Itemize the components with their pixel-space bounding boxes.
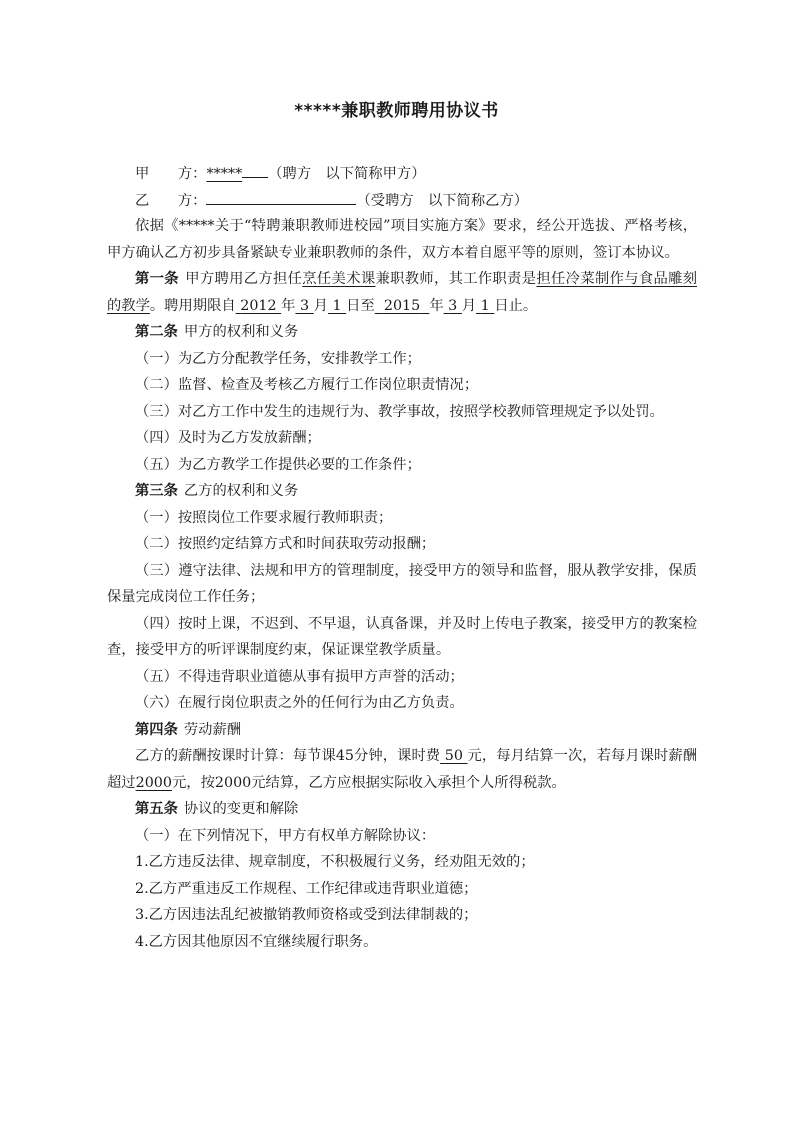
month-unit: 月 (461, 297, 477, 314)
article-1-text: 甲方聘用乙方担任 (184, 271, 303, 287)
article-1-duty: 担任冷菜制作与食品雕刻的教学 (107, 271, 698, 314)
article-1-course: 烹任美术课 (302, 271, 376, 287)
list-item: （二）按照约定结算方式和时间获取劳动报酬； (135, 536, 436, 552)
list-item: （一）按照岗位工作要求履行教师职责； (135, 509, 393, 526)
end-day: 1 (480, 297, 490, 314)
end-year: 2015 (383, 297, 421, 314)
party-a-label: 甲 方： (135, 166, 207, 182)
list-item: （四）及时为乙方发放薪酬； (135, 430, 321, 446)
article-2-heading: 第二条 (135, 324, 178, 340)
start-day: 1 (332, 297, 342, 314)
monthly-cap: 2000 (135, 774, 172, 791)
article-5-heading: 第五条 (135, 801, 178, 817)
article-3-title: 乙方的权利和义务 (183, 483, 299, 499)
list-item: （一）为乙方分配教学任务，安排教学工作； (135, 350, 421, 367)
article-4-heading: 第四条 (135, 721, 178, 738)
list-item: （六）在履行岗位职责之外的任何行为由乙方负责。 (135, 695, 464, 711)
end-month: 3 (448, 297, 458, 314)
article-4-title: 劳动薪酬 (183, 721, 242, 738)
article-4-heading-line (107, 717, 697, 744)
article-5-title: 协议的变更和解除 (183, 801, 299, 817)
month-unit: 月 (313, 297, 328, 314)
article-4-text: 元，按2000元结算，乙方应根据实际收入承担个人所得税款。 (171, 774, 566, 791)
party-a-line (107, 160, 697, 187)
intro-paragraph: 依据《*****关于“特聘兼职教师进校园”项目实施方案》要求，经公开选拔、严格考核，甲方确认乙方初步具备紧缺专业兼职教师的条件，双方本着自愿平等的原则，签订本协议。 (107, 218, 697, 261)
start-year: 2012 (240, 297, 277, 314)
list-item: （四）按时上课，不迟到、不早退，认真备课，并及时上传电子教案，接受甲方的教案检查，接受甲方的听评课制度约束，保证课堂教学质量。 (107, 615, 697, 658)
article-4-text: 乙方的薪酬按课时计算：每节课45分钟，课时费 (135, 748, 441, 764)
article-1-text: 。聘用期限自 (149, 297, 236, 314)
article-5-heading-line (107, 796, 697, 823)
article-1-text: 日止。 (494, 297, 538, 314)
list-item: 4.乙方因其他原因不宜继续履行职务。 (135, 933, 378, 950)
lesson-fee: 50 (444, 748, 463, 764)
article-1 (107, 266, 697, 319)
list-item: （五）不得违背职业道德从事有损甲方声誉的活动； (135, 668, 464, 685)
start-month: 3 (300, 297, 310, 314)
list-item: 3.乙方因违法乱纪被撤销教师资格或受到法律制裁的； (135, 907, 478, 923)
list-item: 2.乙方严重违反工作规程、工作纪律或违背职业道德； (135, 880, 478, 897)
list-item: （三）对乙方工作中发生的违规行为、教学事故，按照学校教师管理规定予以处罚。 (135, 403, 664, 420)
article-2-title: 甲方的权利和义务 (183, 324, 299, 340)
list-item: （五）为乙方教学工作提供必要的工作条件； (135, 456, 421, 473)
article-2-heading-line (107, 319, 697, 346)
article-5-subheading: （一）在下列情况下，甲方有权单方解除协议： (135, 827, 436, 844)
article-4-text: 元，每月结算一次，若每月课时薪酬超过 (107, 748, 697, 791)
party-b-line (107, 187, 697, 214)
party-b-note: （受聘方 以下简称乙方） (356, 192, 529, 209)
article-3-heading: 第三条 (135, 483, 178, 499)
party-b-name-blank (206, 187, 356, 205)
document-title: *****兼职教师聘用协议书 (294, 101, 499, 121)
article-1-heading: 第一条 (135, 271, 179, 287)
party-a-name: ***** (206, 166, 243, 182)
list-item: （三）遵守法律、法规和甲方的管理制度，接受甲方的领导和监督，服从教学安排，保质保量完成岗位工作任务； (107, 562, 697, 605)
party-a-note: （聘方 以下简称甲方） (268, 166, 426, 182)
list-item: 1.乙方违反法律、规章制度，不积极履行义务，经劝阻无效的； (135, 854, 535, 870)
article-4-paragraph (107, 743, 697, 796)
party-a-name-blank (242, 160, 268, 178)
document-body (107, 160, 697, 955)
year-unit: 年 (429, 297, 444, 314)
article-1-text: 日至 (346, 297, 375, 314)
year-unit: 年 (281, 297, 296, 314)
article-3-heading-line (107, 478, 697, 505)
party-b-label: 乙 方： (135, 192, 207, 209)
article-1-text: 兼职教师，其工作职责是 (375, 271, 537, 287)
list-item: （二）监督、检查及考核乙方履行工作岗位职责情况； (135, 377, 479, 393)
